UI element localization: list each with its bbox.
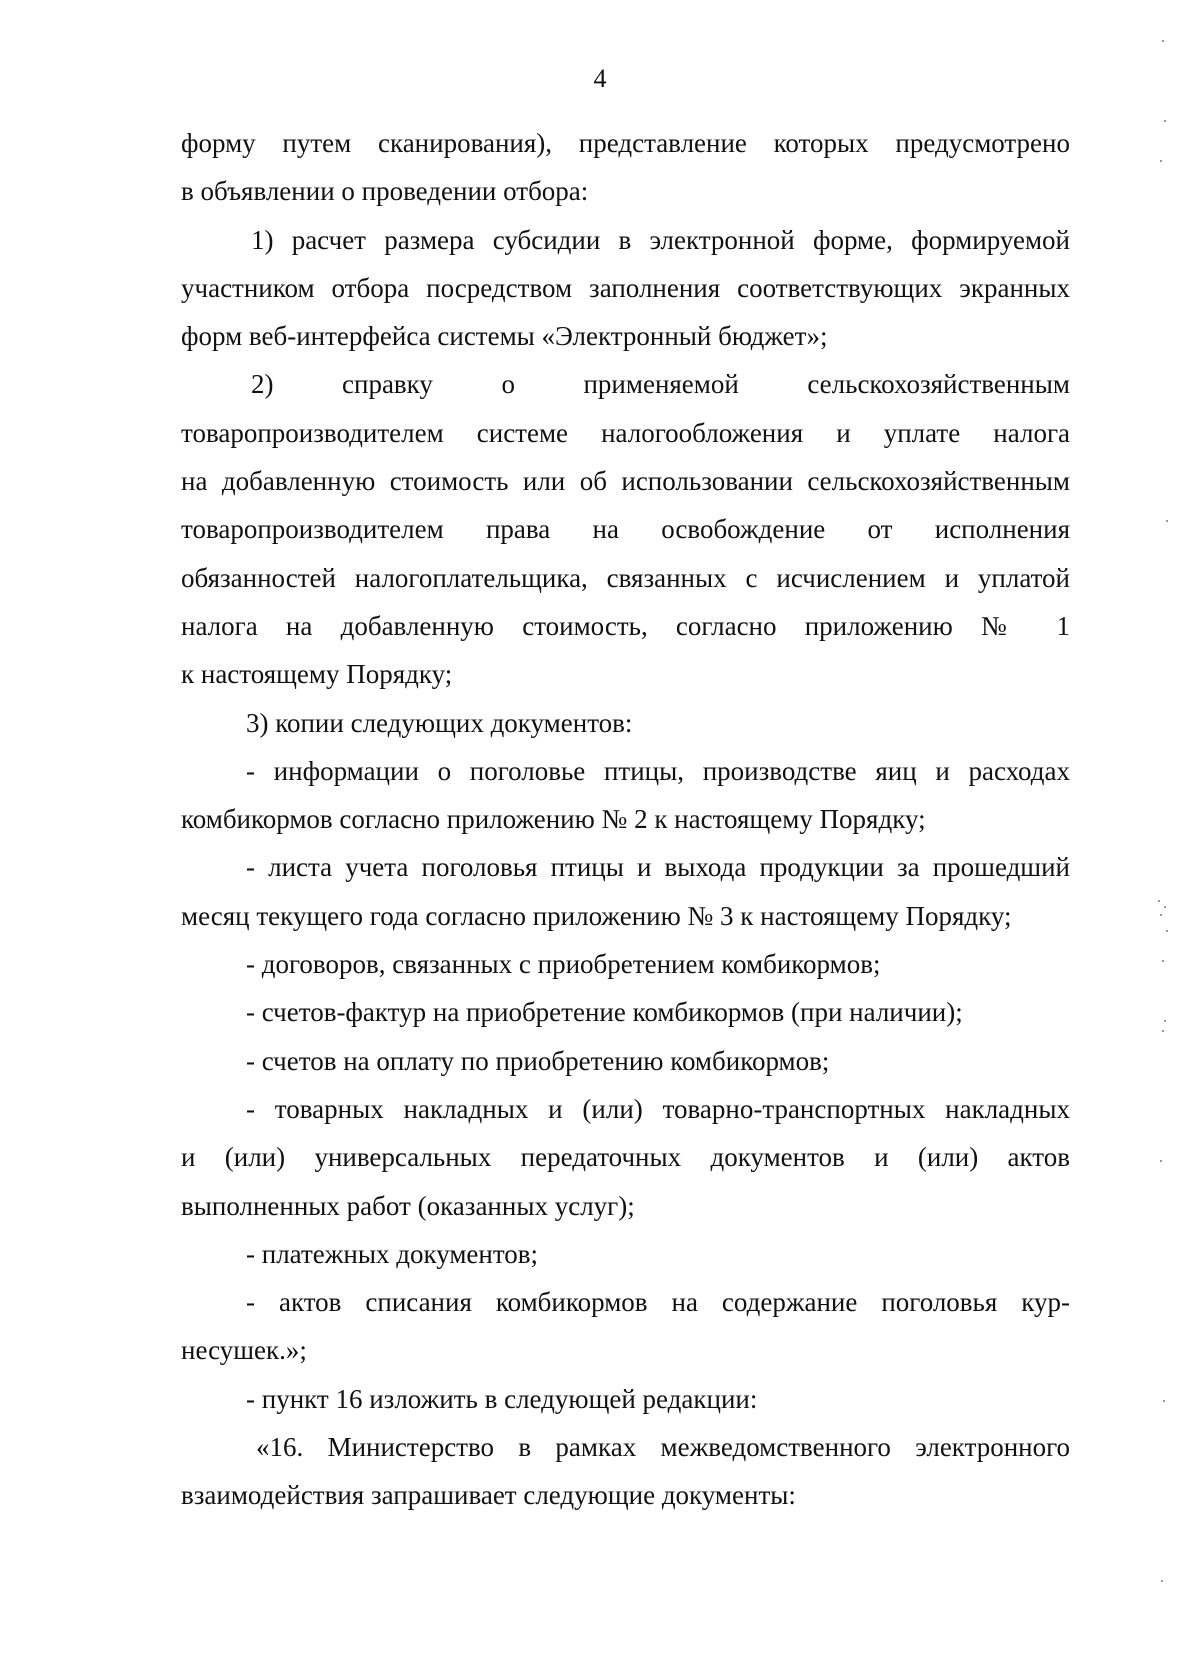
scan-speck (1160, 160, 1162, 162)
text-line: к настоящему Порядку; (181, 659, 453, 690)
scan-speck (1166, 930, 1168, 932)
text-line: месяц текущего года согласно приложению № 3 к настоящему Порядку; (181, 900, 1012, 931)
scan-speck (1162, 1030, 1164, 1032)
text-line: - договоров, связанных с приобретением комбикормов; (246, 949, 881, 980)
text-line: выполненных работ (оказанных услуг); (181, 1190, 635, 1221)
text-line: - счетов на оплату по приобретению комбикормов; (246, 1045, 830, 1076)
text-line: взаимодействия запрашивает следующие документы: (181, 1480, 796, 1511)
text-line: несушек.»; (181, 1335, 307, 1366)
text-line: комбикормов согласно приложению № 2 к настоящему Порядку; (181, 804, 926, 835)
text-line: налога на добавленную стоимость, согласно приложению № 1 (181, 610, 1070, 641)
text-line: и (или) универсальных передаточных документов и (или) актов (181, 1142, 1070, 1173)
scan-speck (1161, 1580, 1163, 1582)
text-line: на добавленную стоимость или об использовании сельскохозяйственным (181, 466, 1070, 497)
scan-speck (1164, 906, 1166, 908)
text-line: участником отбора посредством заполнения соответствующих экранных (181, 272, 1070, 303)
scan-speck (1160, 1160, 1162, 1162)
text-line: форм веб-интерфейса системы «Электронный бюджет»; (181, 321, 828, 352)
text-line: товаропроизводителем права на освобождение от исполнения (181, 514, 1070, 545)
text-line: 2) справку о применяемой сельскохозяйственным (251, 369, 1070, 400)
text-line: - листа учета поголовья птицы и выхода продукции за прошедший (246, 852, 1070, 883)
text-line: - информации о поголовье птицы, производстве яиц и расходах (246, 755, 1070, 786)
scan-speck (1163, 1400, 1165, 1402)
text-line: обязанностей налогоплательщика, связанных с исчислением и уплатой (181, 562, 1070, 593)
text-line: - товарных накладных и (или) товарно-транспортных накладных (246, 1093, 1070, 1124)
scan-speck (1162, 960, 1164, 962)
scan-speck (1162, 40, 1164, 42)
text-line: товаропроизводителем системе налогообложения и уплате налога (181, 417, 1070, 448)
scan-speck (1158, 900, 1160, 902)
text-line: - пункт 16 изложить в следующей редакции: (246, 1383, 758, 1414)
document-body (181, 119, 1070, 1520)
text-line: 1) расчет размера субсидии в электронной форме, формируемой (251, 224, 1070, 255)
text-line: - счетов-фактур на приобретение комбикормов (при наличии); (246, 997, 963, 1028)
scan-speck (1164, 120, 1166, 122)
scan-speck (1166, 520, 1168, 522)
text-line: в объявлении о проведении отбора: (181, 176, 589, 207)
text-line: 3) копии следующих документов: (246, 707, 633, 738)
scan-speck (1160, 914, 1162, 916)
text-line: - актов списания комбикормов на содержание поголовья кур- (246, 1287, 1070, 1318)
scan-speck (1164, 1020, 1166, 1022)
page-number: 4 (593, 64, 607, 93)
text-line: форму путем сканирования), представление которых предусмотрено (181, 128, 1070, 158)
text-line: - платежных документов; (246, 1238, 539, 1269)
text-line: «16. Министерство в рамках межведомственного электронного (256, 1432, 1070, 1463)
scan-margin-specks (1148, 0, 1178, 1656)
